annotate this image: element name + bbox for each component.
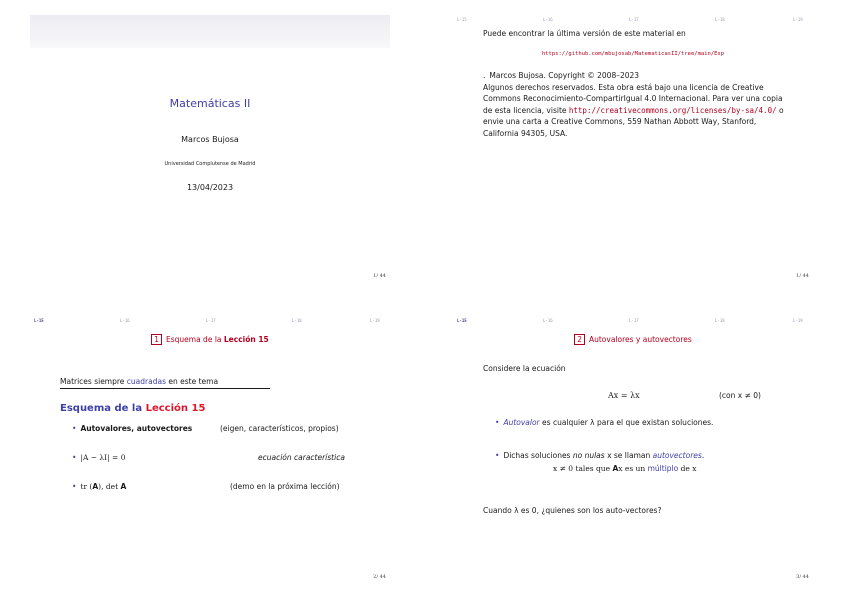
license-address: o envie una carta a Creative Commons, 559 Nathan Abbott Way, Stanford, California 94305, USA. xyxy=(483,105,784,138)
nav-lesson-19[interactable]: L-19 xyxy=(370,318,380,323)
frame-title-lesson: Lección 15 xyxy=(223,335,269,344)
outline-item-note: (eigen, característicos, propios) xyxy=(220,424,339,433)
outline-item-note: ecuación característica xyxy=(258,453,345,462)
nav-lesson-19[interactable]: L-19 xyxy=(793,17,803,22)
outline-item-eigen xyxy=(72,424,192,433)
note-text: Matrices siempre xyxy=(60,377,127,386)
nav-lesson-15[interactable]: L-15 xyxy=(457,318,467,323)
note-math: de x xyxy=(678,464,697,473)
outline-item-text: Autovalores, autovectores xyxy=(80,424,193,433)
definition-text: Dichas soluciones xyxy=(503,451,573,460)
outline-item-matrix: A xyxy=(120,482,127,491)
note-text-end: en este tema xyxy=(165,377,219,386)
term-eigenvector: autovectores xyxy=(652,451,702,460)
page-number: 2/ 44 xyxy=(373,574,386,580)
section-navigation xyxy=(453,17,813,25)
section-navigation xyxy=(453,318,813,326)
slide-header-band xyxy=(30,15,390,48)
copyright-line: Marcos Bujosa. Copyright © 2008–2023 xyxy=(489,71,640,80)
page-number: 3/ 44 xyxy=(796,574,809,580)
frame-number: 2 xyxy=(574,334,585,345)
nav-lesson-17[interactable]: L-17 xyxy=(629,17,639,22)
github-link[interactable]: https://github.com/mbujosab/MatematicasII/tree/main/Esp xyxy=(541,51,725,57)
note-highlight: cuadradas xyxy=(126,377,166,386)
outline-item-math: |A − λI| = 0 xyxy=(80,453,126,462)
note-math: x es un xyxy=(618,464,648,473)
bullet-icon: • xyxy=(495,451,500,460)
bullet-icon: • xyxy=(72,482,77,491)
definition-eigenvalue xyxy=(495,418,713,427)
equation-condition: (con x ≠ 0) xyxy=(719,391,761,400)
nav-lesson-17[interactable]: L-17 xyxy=(629,318,639,323)
license-link[interactable]: http://creativecommons.org/licenses/by-sa/4.0/ xyxy=(568,105,777,115)
nav-lesson-18[interactable]: L-18 xyxy=(292,318,302,323)
nav-lesson-15[interactable]: L-15 xyxy=(34,318,44,323)
institution: Universidad Complutense de Madrid xyxy=(164,161,256,167)
page-number: 1/ 44 xyxy=(796,273,809,279)
heading-text: Esquema de la xyxy=(60,403,146,414)
note-math: x ≠ 0 tales que xyxy=(553,464,613,473)
nav-lesson-17[interactable]: L-17 xyxy=(206,318,216,323)
nav-lesson-16[interactable]: L-16 xyxy=(543,318,553,323)
note-underline xyxy=(60,388,270,389)
nav-lesson-19[interactable]: L-19 xyxy=(793,318,803,323)
slide-title xyxy=(30,15,390,281)
outline-item-characteristic xyxy=(72,453,126,462)
definition-text: . xyxy=(701,451,705,460)
bullet-icon: • xyxy=(495,418,500,427)
page-number: 1/ 44 xyxy=(373,273,386,279)
license-text xyxy=(483,70,788,139)
term-eigenvalue: Autovalor xyxy=(503,418,540,427)
nav-lesson-18[interactable]: L-18 xyxy=(715,318,725,323)
heading-lesson: Lección 15 xyxy=(145,403,206,414)
square-matrices-note xyxy=(60,377,218,386)
term-multiple: múltiplo xyxy=(647,464,679,473)
outline-heading xyxy=(60,403,205,414)
equation-intro: Considere la ecuación xyxy=(483,364,566,373)
outline-item-trace-det xyxy=(72,482,126,491)
emphasis-text: no nulas xyxy=(572,451,605,460)
slide-outline xyxy=(30,316,390,582)
section-navigation xyxy=(30,318,390,326)
frame-title xyxy=(30,334,390,345)
outline-item-math: ), det xyxy=(98,482,121,491)
presentation-date: 13/04/2023 xyxy=(186,183,234,192)
frame-title-text: Esquema de la xyxy=(166,335,224,344)
outline-item-note: (demo en la próxima lección) xyxy=(230,482,340,491)
author-name: Marcos Bujosa xyxy=(181,135,239,144)
outline-item-matrix: A xyxy=(92,482,99,491)
bullet-icon: • xyxy=(72,453,77,462)
presentation-title: Matemáticas II xyxy=(169,97,251,110)
outline-item-math: tr ( xyxy=(80,482,93,491)
material-intro: Puede encontrar la última versión de este material en xyxy=(483,29,686,38)
slide-eigenvalues xyxy=(453,316,813,582)
license-body: Algunos derechos reservados. Esta obra está bajo una licencia de Creative Commons Reconocimiento-CompartirIgual 4.0 Internacional. Para ver una copia de esta licencia, visite xyxy=(483,82,783,115)
nav-lesson-16[interactable]: L-16 xyxy=(543,17,553,22)
frame-title-text: Autovalores y autovectores xyxy=(588,335,692,344)
frame-number: 1 xyxy=(151,334,162,345)
definition-eigenvector xyxy=(495,451,704,460)
note-matrix: A xyxy=(612,464,619,473)
frame-title xyxy=(453,334,813,345)
slide-license xyxy=(453,15,813,281)
definition-text: x se llaman xyxy=(604,451,653,460)
definition-text: es cualquier λ para el que existan soluciones. xyxy=(539,418,714,427)
eigenvector-note xyxy=(553,464,696,473)
nav-lesson-16[interactable]: L-16 xyxy=(120,318,130,323)
bullet-icon: . xyxy=(483,71,486,80)
question-text: Cuando λ es 0, ¿quienes son los auto-vectores? xyxy=(483,506,662,515)
eigen-equation: Ax = λx xyxy=(608,391,640,400)
nav-lesson-15[interactable]: L-15 xyxy=(457,17,467,22)
bullet-icon: • xyxy=(72,424,77,433)
nav-lesson-18[interactable]: L-18 xyxy=(715,17,725,22)
